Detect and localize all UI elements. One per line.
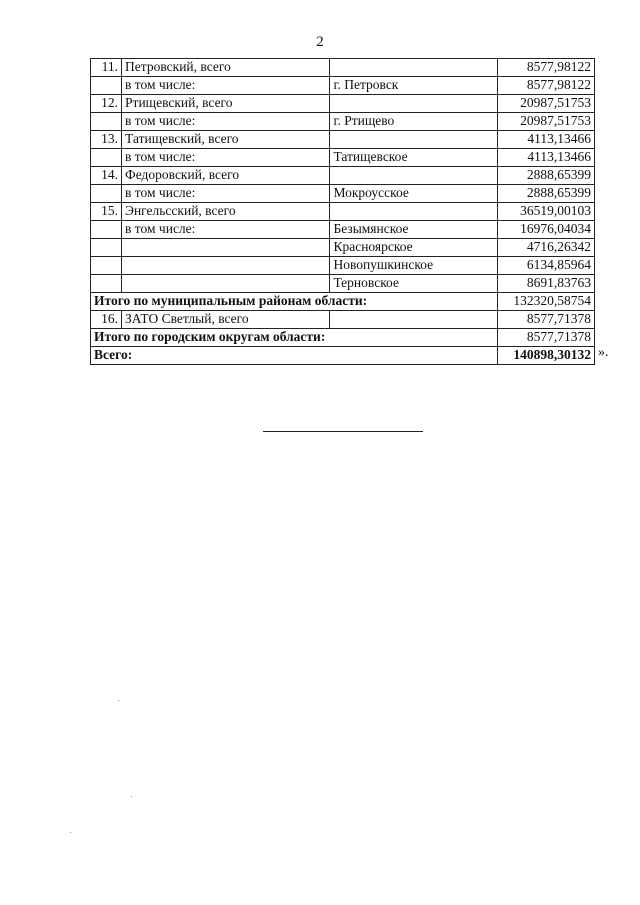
table-row: [91, 113, 595, 131]
municipal-total-amount: 132320,58754: [497, 293, 594, 311]
page-number: 2: [316, 34, 324, 50]
allocation-table: [90, 58, 595, 365]
including-label: в том числе:: [122, 185, 330, 203]
table-row: [91, 347, 595, 365]
district-name: Федоровский, всего: [122, 167, 330, 185]
row-number: 15.: [91, 203, 122, 221]
including-label: в том числе:: [122, 221, 330, 239]
table-row: [91, 311, 595, 329]
municipal-total-label: Итого по муниципальным районам области:: [91, 293, 498, 311]
settlement-amount: 4113,13466: [497, 149, 594, 167]
row-number: 13.: [91, 131, 122, 149]
city-total-label: Итого по городским округам области:: [91, 329, 498, 347]
district-name: Ртищевский, всего: [122, 95, 330, 113]
row-number: 14.: [91, 167, 122, 185]
empty-cell: [122, 275, 330, 293]
settlement-amount: 2888,65399: [497, 185, 594, 203]
empty-cell: [91, 221, 122, 239]
table-row: [91, 221, 595, 239]
district-total: 8577,71378: [497, 311, 594, 329]
table-row: [91, 95, 595, 113]
table-row: [91, 185, 595, 203]
table-row: [91, 329, 595, 347]
empty-cell: [91, 275, 122, 293]
table-row: [91, 77, 595, 95]
empty-cell: [330, 131, 497, 149]
settlement-name: Татищевское: [330, 149, 497, 167]
table-row: [91, 203, 595, 221]
settlement-name: Мокроусское: [330, 185, 497, 203]
row-number: 11.: [91, 59, 122, 77]
district-total: 2888,65399: [497, 167, 594, 185]
empty-cell: [91, 185, 122, 203]
settlement-amount: 4716,26342: [497, 239, 594, 257]
settlement-amount: 6134,85964: [497, 257, 594, 275]
settlement-name: Безымянское: [330, 221, 497, 239]
table-row: [91, 131, 595, 149]
table-row: [91, 239, 595, 257]
settlement-amount: 8691,83763: [497, 275, 594, 293]
empty-cell: [330, 311, 497, 329]
table-row: [91, 149, 595, 167]
row-number: 16.: [91, 311, 122, 329]
empty-cell: [330, 203, 497, 221]
grand-total-label: Всего:: [91, 347, 498, 365]
including-label: в том числе:: [122, 77, 330, 95]
settlement-name: Терновское: [330, 275, 497, 293]
empty-cell: [330, 167, 497, 185]
grand-total-amount: 140898,30132: [497, 347, 594, 365]
table-row: [91, 59, 595, 77]
district-total: 20987,51753: [497, 95, 594, 113]
settlement-amount: 8577,98122: [497, 77, 594, 95]
empty-cell: [91, 77, 122, 95]
table-row: [91, 167, 595, 185]
district-total: 4113,13466: [497, 131, 594, 149]
closing-quote: ».: [598, 345, 609, 360]
district-total: 8577,98122: [497, 59, 594, 77]
empty-cell: [91, 113, 122, 131]
district-name: ЗАТО Светлый, всего: [122, 311, 330, 329]
scan-speck: [118, 700, 119, 701]
empty-cell: [91, 239, 122, 257]
settlement-name: г. Ртищево: [330, 113, 497, 131]
district-name: Петровский, всего: [122, 59, 330, 77]
settlement-name: Новопушкинское: [330, 257, 497, 275]
settlement-name: г. Петровск: [330, 77, 497, 95]
settlement-amount: 20987,51753: [497, 113, 594, 131]
divider-line: [263, 431, 423, 432]
including-label: в том числе:: [122, 149, 330, 167]
empty-cell: [122, 257, 330, 275]
district-name: Энгельсский, всего: [122, 203, 330, 221]
row-number: 12.: [91, 95, 122, 113]
settlement-name: Красноярское: [330, 239, 497, 257]
table-row: [91, 275, 595, 293]
empty-cell: [330, 95, 497, 113]
district-name: Татищевский, всего: [122, 131, 330, 149]
empty-cell: [91, 149, 122, 167]
table-row: [91, 293, 595, 311]
empty-cell: [330, 59, 497, 77]
including-label: в том числе:: [122, 113, 330, 131]
settlement-amount: 16976,04034: [497, 221, 594, 239]
scan-speck: [131, 796, 132, 797]
empty-cell: [91, 257, 122, 275]
district-total: 36519,00103: [497, 203, 594, 221]
empty-cell: [122, 239, 330, 257]
table-row: [91, 257, 595, 275]
scan-speck: [70, 832, 71, 833]
city-total-amount: 8577,71378: [497, 329, 594, 347]
